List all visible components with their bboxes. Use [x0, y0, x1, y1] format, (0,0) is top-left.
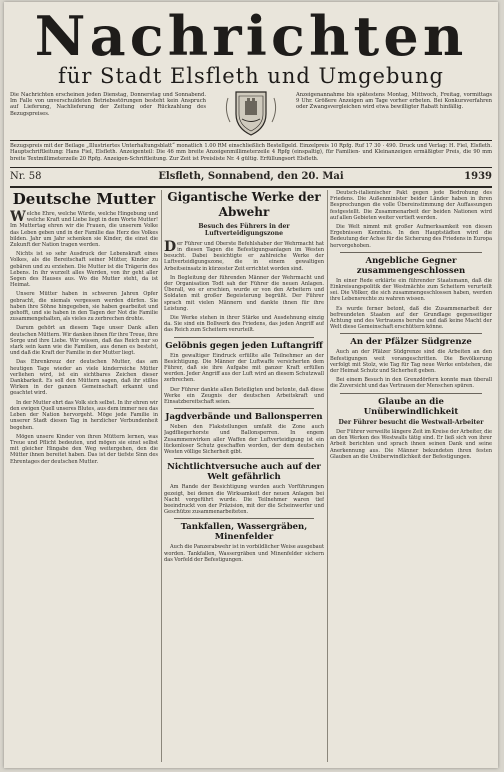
paragraph: Der Führer dankte allen Beteiligten und betonte, daß diese Werke ein Zeugnis der deutschen Arbeitskraft und Einsatzbereitschaft seien.	[164, 386, 324, 406]
paragraph: In Begleitung der führenden Männer der Wehrmacht und der Organisation Todt sah der Führer die neuen Anlagen. Überall, wo er erschien, wurde er von den Arbeitern und Soldaten mit großer Begeisterung begrüßt. Der Führer sprach mit vielen Männern und dankte ihnen für ihre Leistung.	[164, 274, 324, 312]
section-rule	[174, 408, 314, 409]
dateline-rule	[10, 186, 492, 188]
column-divider	[161, 190, 162, 762]
section-rule	[174, 518, 314, 519]
newspaper-subtitle: für Stadt Elsfleth und Umgebung	[58, 64, 444, 88]
section-body	[164, 544, 324, 563]
paragraph: Es wurde ferner betont, daß die Zusammenarbeit der befreundeten Staaten auf der Grundlage gegenseitiger Achtung und des Vertrauens beruhe und daß keine Macht der Welt diese Gemeinschaft erschüttern könne.	[330, 305, 492, 331]
section-subhead: Der Führer besucht die Westwall-Arbeiter	[338, 418, 484, 426]
section-body	[164, 353, 324, 406]
paragraph: Unsere Mütter haben in schweren Jahren Opfer gebracht, die niemals vergessen werden dürfen. Sie haben ihre Söhne hingegeben, sie haben gearbeitet und gehofft, und sie haben in den Tagen der Not die Familie zusammengehalten, als vieles zu zerbrechen drohte.	[10, 291, 158, 323]
advertising-info: Anzeigenannahme bis spätestens Montag, Mittwoch, Freitag, vormittags 9 Uhr. Größere Anzeigen am Tage vorher erbeten. Bei Konkursverfahren oder Zwangsvergleichen wird etwa bewilligter Rabatt hinfällig.	[296, 92, 492, 111]
column-2	[164, 190, 324, 762]
section-body	[330, 349, 492, 389]
section-body	[164, 484, 324, 515]
section-heading: Glaube an die Unüberwindlichkeit	[363, 396, 459, 417]
article-headline: Gigantische Werke der Abwehr	[167, 190, 321, 219]
paragraph: Welche Ehre, welche Würde, welche Hingebung und welche Kraft und Liebe liegt in dem Worte Mutter! Im Muttertag ehren wir die Frauen, die unserem Volke das Leben geben und in der Familie das Herz des Volkes bilden. Jahr um Jahr schenken sie Kinder, die einst die Zukunft der Nation tragen werden.	[10, 209, 158, 249]
paragraph: Nichts ist so sehr Ausdruck der Lebenskraft eines Volkes, als die Bereitschaft seiner Mütter, Kinder zu gebären und zu erziehen. Die Mutter ist die Trägerin des Lebens. In ihr wurzelt alles Werden, von ihr geht aller Segen des Hauses aus. Wo die Mutter steht, da ist Heimat.	[10, 251, 158, 289]
column-1	[10, 190, 158, 762]
section-body	[330, 429, 492, 460]
subscription-notice: Bezugspreis mit der Beilage „Illustriertes Unterhaltungsblatt“ monatlich 1.00 RM einschließlich Bestellgeld. Einzelpreis 10 Rpfg. Ruf 17 30 · 490. Druck und Verlag: H. Fiel, Elsfleth. Hauptschriftleitung: Hans Fiel, Elsfleth. Anzeigenteil: Die 46 mm breite Anzeigenmillimeterzeile 4 Rpfg (einspaltig), für Familien- und Kleinanzeigen ermäßigter Preis, die 90 mm breite Textmillimeterzeile 20 Rpfg. Anzeigen-Schriftleitung. Zur Zeit ist Preisliste Nr. 4 gültig. Erfüllungsort Elsfleth.	[10, 143, 492, 162]
paragraph: Der Führer verweilte längere Zeit im Kreise der Arbeiter, die an den Werken des Westwalls tätig sind. Er ließ sich von ihrer Arbeit berichten und sprach ihnen seinen Dank und seine Anerkennung aus. Die Männer bekundeten ihren festen Glauben an die Unüberwindlichkeit der Befestigungen.	[330, 429, 492, 460]
article-body	[330, 190, 492, 249]
column-3	[330, 190, 492, 762]
newspaper-title: Nachrichten	[34, 4, 468, 68]
column-divider	[327, 190, 328, 762]
article-body	[10, 211, 158, 465]
issue-place-date: Elsfleth, Sonnabend, den 20. Mai	[158, 171, 344, 182]
section-heading: Nichtlichtversuche auch auf der Welt gefährlich	[167, 462, 321, 483]
paragraph: Auch an der Pfälzer Südgrenze sind die Arbeiten an den Befestigungen weit vorangeschritten. Die Bevölkerung verfolgt mit Stolz, wie Tag für Tag neue Werke entstehen, die der Heimat Schutz und Sicherheit geben.	[330, 349, 492, 375]
paragraph: Neben den Flakstellungen umfaßt die Zone auch Jagdfliegerhorste und Ballonsperren. In engem Zusammenwirken aller Waffen der Luftverteidigung ist ein lückenloser Schutz geschaffen worden, der dem deutschen Westen völlige Sicherheit gibt.	[164, 424, 324, 456]
paragraph: Die Werke stehen in ihrer Stärke und Ausdehnung einzig da. Sie sind ein Bollwerk des Friedens, das jeden Angriff auf das Reich zum Scheitern verurteilt.	[164, 315, 324, 334]
section-rule	[340, 333, 482, 334]
section-heading: An der Pfälzer Südgrenze	[350, 337, 472, 348]
section-body	[330, 278, 492, 331]
paragraph: Am Rande der Besichtigung wurden auch Vorführungen gezeigt, bei denen die Wirksamkeit der neuen Anlagen bei Nacht vorgeführt wurde. Die Teilnehmer waren tief beeindruckt von der Präzision, mit der die Scheinwerfer und Geschütze zusammenarbeiteten.	[164, 484, 324, 516]
issue-number: Nr. 58	[10, 171, 42, 182]
newspaper-page	[4, 2, 498, 768]
town-crest-icon	[222, 88, 280, 138]
paragraph: Das Ehrenkreuz der deutschen Mutter, das am heutigen Tage wieder an viele kinderreiche Mütter verliehen wird, ist ein sichtbares Zeichen dieser Dankbarkeit. Es soll den Müttern sagen, daß ihr stilles Wirken in der ganzen Gemeinschaft erkannt und geachtet wird.	[10, 359, 158, 397]
paragraph: Auch die Panzerabwehr ist in vorbildlicher Weise ausgebaut worden. Tankfallen, Wassergräben und Minenfelder sichern das Vorfeld der Befestigungen.	[164, 544, 324, 563]
issue-year: 1939	[464, 171, 492, 182]
masthead	[10, 4, 492, 90]
paragraph: Ein gewaltiger Eindruck erfüllte alle Teilnehmer an der Besichtigung. Die Männer der Luftwaffe versicherten dem Führer, daß sie ihre Aufgabe mit ganzer Kraft erfüllen werden. Jeder Angriff aus der Luft wird an diesem Schutzwall zerbrechen.	[164, 352, 324, 384]
paragraph: Die Welt nimmt mit großer Aufmerksamkeit von diesen Ergebnissen Kenntnis. In den Hauptstädten wird die Bedeutung der Achse für die Sicherung des Friedens in Europa hervorgehoben.	[330, 224, 492, 249]
paragraph: Deutsch-italienischer Pakt gegen jede Bedrohung des Friedens. Die Außenminister beider Länder haben in ihren Besprechungen die volle Übereinstimmung der Auffassungen festgestellt. Die Zusammenarbeit der beiden Nationen wird auf allen Gebieten weiter vertieft werden.	[330, 190, 492, 221]
publication-info: Die Nachrichten erscheinen jeden Dienstag, Donnerstag und Sonnabend. Im Falle von unverschuldeten Betriebsstörungen besteht kein Anspruch auf Lieferung, Nachlieferung der Zeitung oder Rückzahlung des Bezugspreises.	[10, 92, 206, 117]
paragraph: In der Mutter ehrt das Volk sich selbst. In ihr ehren wir den ewigen Quell unseres Blutes, aus dem immer neu das Leben der Nation hervorgeht. Möge jede Familie in unserer Stadt diesen Tag in herzlicher Verbundenheit begehen.	[10, 399, 158, 431]
section-heading: Jagdverbände und Ballonsperren	[165, 412, 323, 423]
paragraph: In einer Rede erklärte ein führender Staatsmann, daß die Einkreisungspolitik der Westmächte zum Scheitern verurteilt sei. Die Völker, die sich zusammengeschlossen haben, werden ihre Lebensrechte zu wahren wissen.	[330, 277, 492, 303]
article-headline: Deutsche Mutter	[12, 190, 156, 208]
section-rule	[340, 393, 482, 394]
section-rule	[340, 252, 482, 253]
section-rule	[174, 337, 314, 338]
info-bar	[10, 92, 492, 140]
paragraph: Mögen unsere Kinder von ihren Müttern lernen, was Treue und Pflicht bedeuten, und mögen sie einst selbst mit gleicher Hingabe den Weg weitergehen, den die Mütter ihnen bereitet haben. Das ist der tiefste Sinn des Ehrentages der deutschen Mutter.	[10, 433, 158, 465]
section-heading: Gelöbnis gegen jeden Luftangriff	[165, 340, 323, 351]
section-body	[164, 424, 324, 455]
paragraph: Der Führer und Oberste Befehlshaber der Wehrmacht hat in diesen Tagen die Befestigungsanlagen im Westen besucht. Dabei besichtigte er zahlreiche Werke der Luftverteidigungszone, die in einem gewaltigen Arbeitseinsatz in kürzester Zeit errichtet worden sind.	[164, 238, 324, 272]
article-body	[164, 238, 324, 334]
section-rule	[174, 458, 314, 459]
paragraph: Bei einem Besuch in den Grenzdörfern konnte man überall die Zuversicht und das Vertrauen der Menschen spüren.	[330, 377, 492, 390]
notice-rule	[10, 167, 492, 168]
section-heading: Tankfallen, Wassergräben, Minenfelder	[180, 522, 308, 543]
paragraph: Darum gehört an diesem Tage unser Dank allen deutschen Müttern. Wir danken ihnen für ihre Treue, ihre Sorge und ihre Liebe. Wir wissen, daß das Reich nur so stark sein kann wie die Familien, aus denen es besteht, und daß die Kraft der Familie in der Mutter liegt.	[10, 325, 158, 357]
dateline	[10, 170, 492, 184]
section-heading: Angebliche Gegner zusammengeschlossen	[356, 255, 466, 276]
article-subhead: Besuch des Führers in der Luftverteidigungszone	[198, 223, 290, 238]
header-rule	[10, 140, 492, 141]
